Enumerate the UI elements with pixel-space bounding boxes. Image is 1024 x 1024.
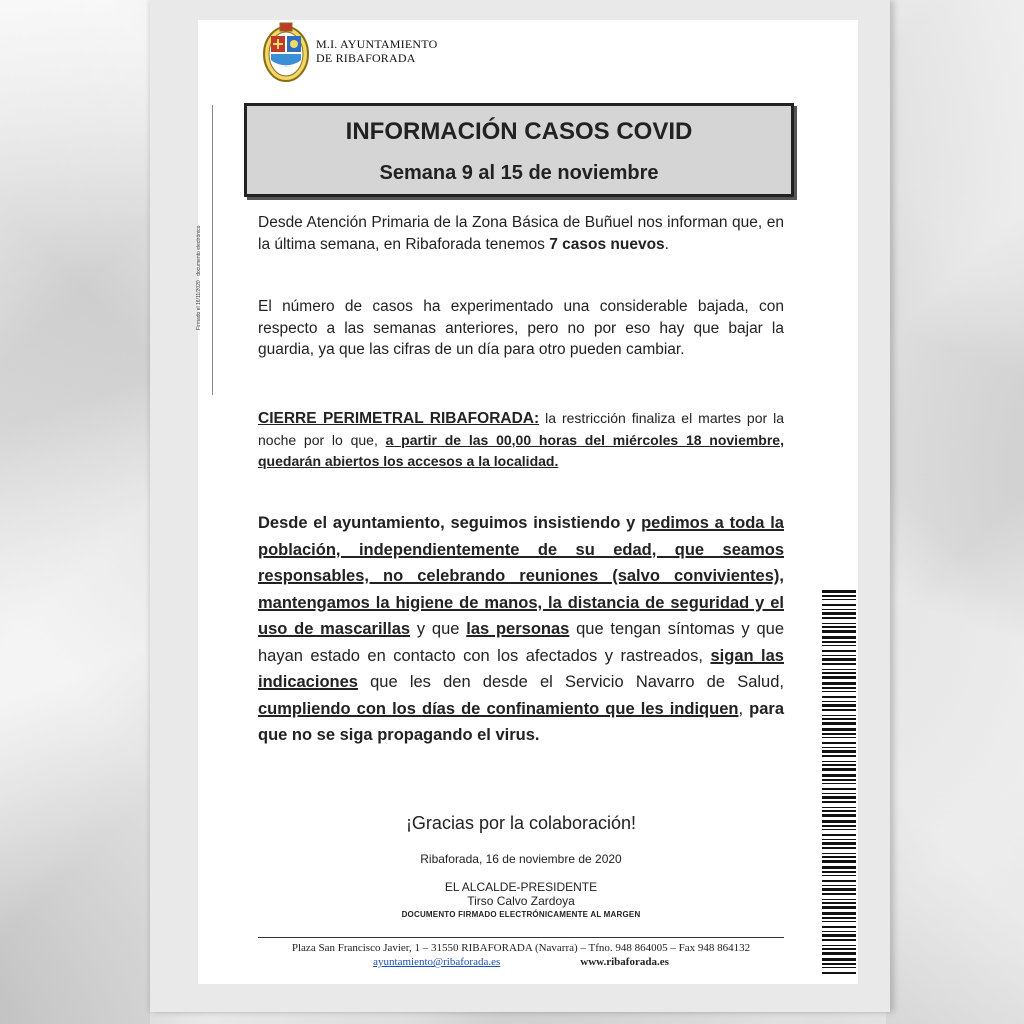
thanks-message: ¡Gracias por la colaboración!: [405, 813, 637, 833]
recommendations-u2: las personas: [466, 620, 570, 638]
signature-margin-text: Firmado el 16/11/2020 · documento electrónico: [196, 225, 202, 330]
recommendations-s3: que tengan síntomas y que hayan estado en contacto con los afectados y rastreados,: [258, 620, 784, 665]
perimeter-closure-reopening: a partir de las 00,00 horas del miércoles 18 noviembre, quedarán abiertos los accesos a la localidad.: [258, 431, 784, 469]
municipal-crest-icon: [260, 20, 312, 84]
crumpled-paper-background-right: [886, 0, 1024, 1024]
footer-address: Plaza San Francisco Javier, 1 – 31550 RIBAFORADA (Navarra) – Tfno. 948 864005 – Fax 948 864132: [291, 942, 751, 954]
paragraph-new-cases: [258, 212, 784, 255]
municipality-name-line2: DE RIBAFORADA: [316, 51, 416, 65]
municipality-name: [316, 37, 437, 65]
recommendations-u1: pedimos a toda la población, independientemente de su edad, que seamos responsables, no celebrando reuniones (salvo convivientes), mantengamos la higiene de manos, la distancia de seguridad y el uso de mascarillas: [258, 514, 784, 638]
signer-name: Tirso Calvo Zardoya: [467, 894, 575, 908]
document-date: Ribaforada, 16 de noviembre de 2020: [420, 852, 622, 866]
paragraph-recommendations: [258, 510, 784, 749]
paragraph-new-cases-end: .: [664, 235, 669, 253]
footer-website[interactable]: www.ribaforada.es: [580, 956, 669, 968]
paragraph-perimeter-closure: [258, 408, 784, 473]
recommendations-s5: ,: [738, 699, 750, 718]
page-subtitle: Semana 9 al 15 de noviembre: [379, 162, 659, 184]
new-cases-count: 7 casos nuevos: [549, 235, 665, 253]
recommendations-s6: para que no se siga propagando el virus.: [258, 699, 784, 744]
recommendations-s1: Desde el ayuntamiento, seguimos insistiendo y: [258, 514, 642, 532]
signature-block: [258, 880, 784, 922]
barcode-icon: [822, 590, 856, 976]
recommendations-u3: sigan las indicaciones: [258, 646, 784, 691]
title-box: [244, 103, 794, 197]
footer: [258, 941, 784, 969]
recommendations-s2: y que: [410, 620, 467, 638]
footer-email-link[interactable]: ayuntamiento@ribaforada.es: [373, 956, 501, 968]
electronic-signature-note: DOCUMENTO FIRMADO ELECTRÓNICAMENTE AL MARGEN: [401, 910, 641, 919]
paragraph-new-cases-text: Desde Atención Primaria de la Zona Básica de Buñuel nos informan que, en la última semana, en Ribaforada tenemos: [258, 214, 784, 253]
recommendations-s4: que les den desde el Servicio Navarro de Salud,: [357, 673, 784, 691]
footer-divider: [258, 937, 784, 938]
signer-title: EL ALCALDE-PRESIDENTE: [444, 880, 598, 894]
crumpled-paper-background-left: [0, 0, 150, 1024]
perimeter-closure-heading: CIERRE PERIMETRAL RIBAFORADA:: [258, 410, 540, 427]
municipality-name-line1: M.I. AYUNTAMIENTO: [316, 37, 438, 51]
paragraph-trend: El número de casos ha experimentado una considerable bajada, con respecto a las semanas anteriores, pero no por eso hay que bajar la guardia, ya que las cifras de un día para otro pueden cambiar.: [258, 298, 784, 358]
recommendations-u4: cumpliendo con los días de confinamiento que les indiquen: [258, 699, 739, 718]
perimeter-closure-text: la restricción finaliza el martes por la noche por lo que,: [258, 410, 785, 448]
page-title: INFORMACIÓN CASOS COVID: [345, 118, 693, 145]
